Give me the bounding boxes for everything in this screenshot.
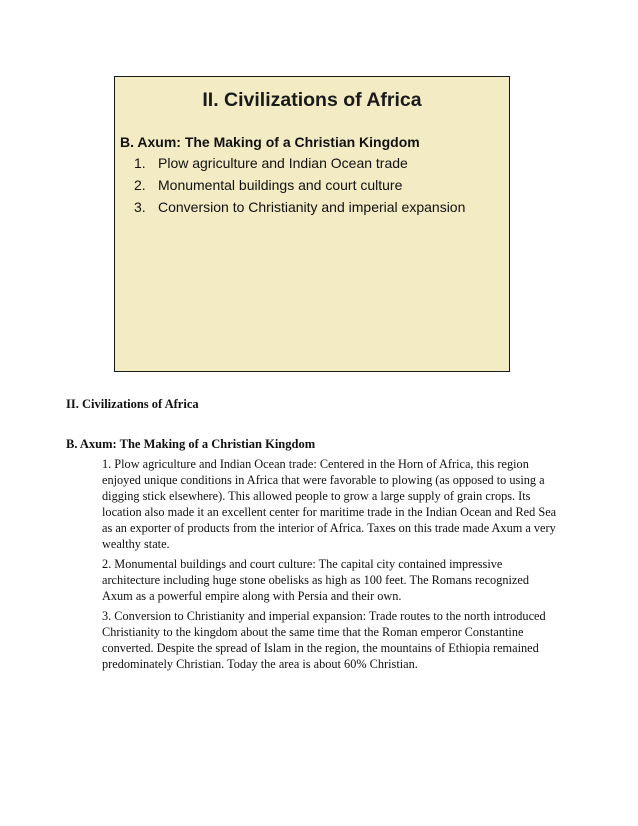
notes-heading: II. Civilizations of Africa (66, 397, 199, 411)
slide-image (114, 76, 510, 372)
slide-title: II. Civilizations of Africa (202, 89, 422, 111)
slide-list-item (134, 199, 465, 221)
notes-subheading: B. Axum: The Making of a Christian Kingdom (66, 437, 316, 451)
notes-paragraph-1: 1. Plow agriculture and Indian Ocean trade: Centered in the Horn of Africa, this region enjoyed unique conditions in Africa that were favorable to plowing (as opposed to using a digging stick elsewhere). This allowed people to grow a large supply of grain crops. Its location also made it an excellent center for maritime trade in the Indian Ocean and Red Sea as an exporter of products from the interior of Africa. Taxes on this trade made Axum a very wealthy state. (102, 457, 557, 551)
slide-subtitle: B. Axum: The Making of a Christian Kingdom (120, 134, 420, 150)
notes-section (66, 396, 586, 672)
slide-list-text: Plow agriculture and Indian Ocean trade (158, 155, 408, 171)
notes-paragraph-2: 2. Monumental buildings and court culture: The capital city contained impressive architecture including huge stone obelisks as high as 100 feet. The Romans recognized Axum as a powerful empire along with Persia and their own. (102, 557, 529, 603)
slide-list-item (134, 177, 465, 199)
slide-list-text: Monumental buildings and court culture (158, 177, 403, 193)
slide-list (134, 155, 465, 221)
slide-list-number: 3. (134, 199, 146, 215)
slide-list-number: 1. (134, 155, 146, 171)
slide-list-item (134, 155, 465, 177)
slide-list-number: 2. (134, 177, 146, 193)
slide-list-text: Conversion to Christianity and imperial expansion (158, 199, 466, 215)
notes-paragraph-3: 3. Conversion to Christianity and imperial expansion: Trade routes to the north introduced Christianity to the kingdom about the same time that the Roman emperor Constantine converted. Despite the spread of Islam in the region, the mountains of Ethiopia remained predominately Christian. Today the area is about 60% Christian. (102, 609, 546, 671)
